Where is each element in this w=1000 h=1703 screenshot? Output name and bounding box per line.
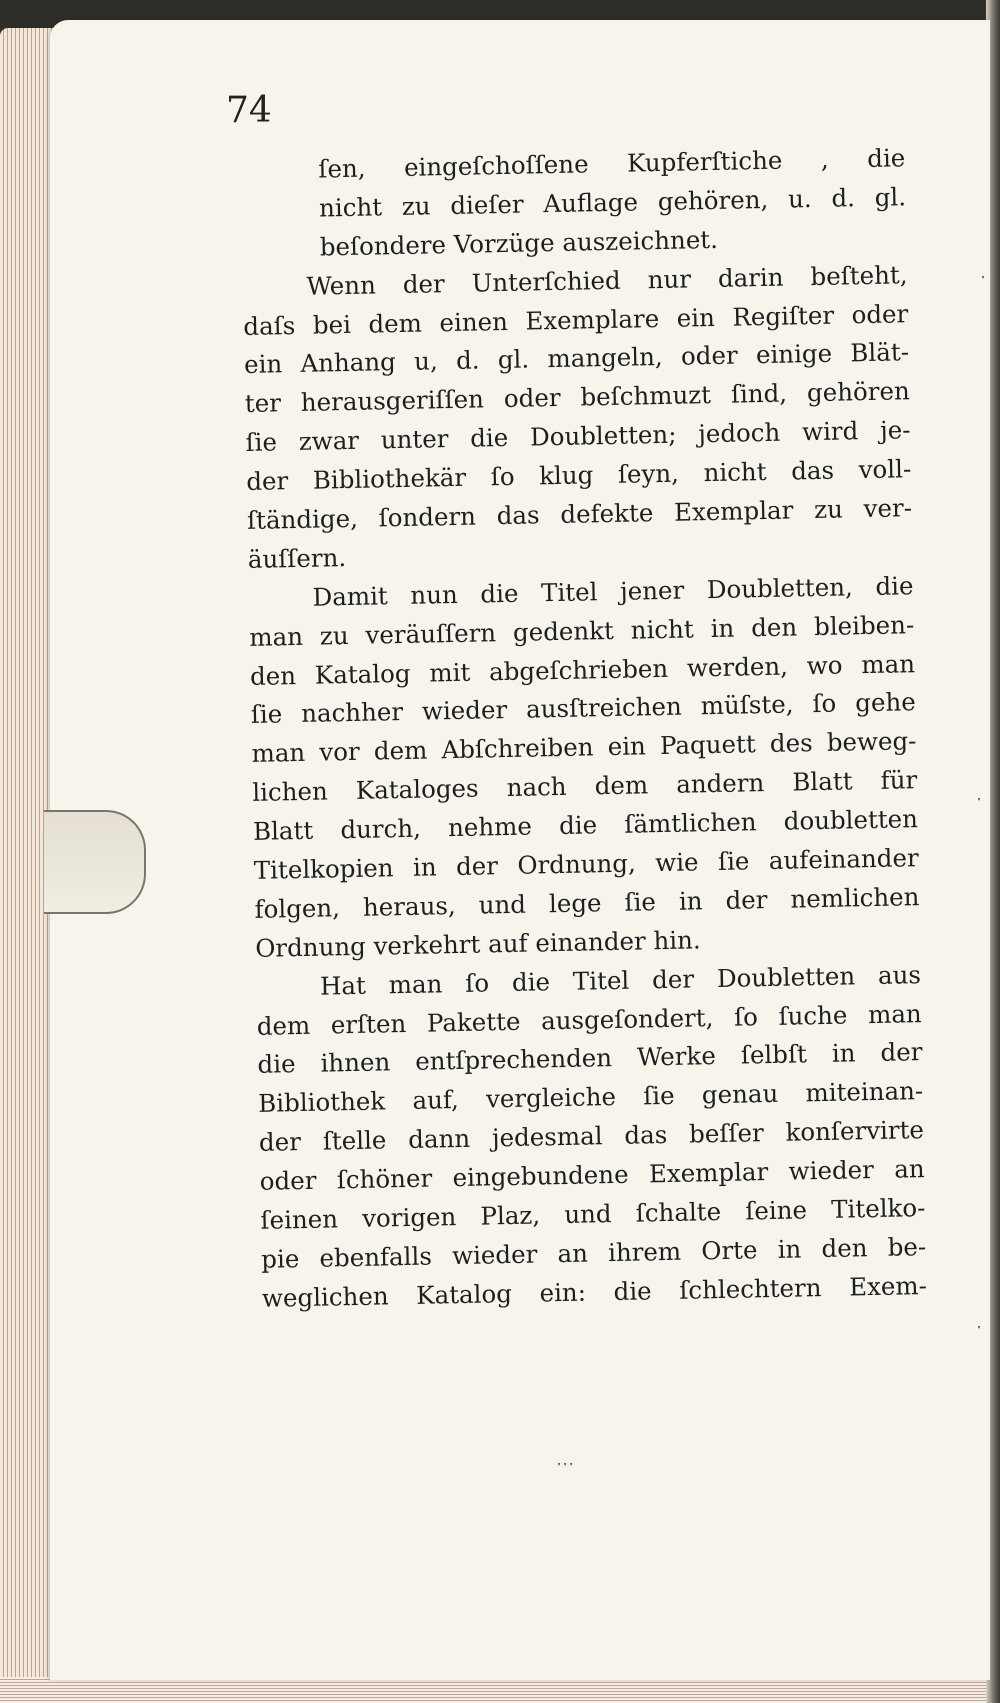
text-line: Wenn der Unterſchied nur darin beſteht, (306, 259, 908, 301)
text-line: daſs bei dem einen Exemplare ein Regiſter oder (243, 298, 909, 341)
text-line: Blatt durch, nehme die ſämtlichen doubletten (252, 804, 919, 847)
margin-speck: ˑ (980, 268, 987, 289)
text-line: der Bibliothekär ſo klug ſeyn, nicht das voll- (246, 454, 912, 497)
text-line: ſen, eingeſchoſſene Kupferſtiche , die (318, 143, 906, 184)
text-line: die ihnen entſprechenden Werke ſelbſt in der (257, 1037, 923, 1080)
text-line: man vor dem Abſchreiben ein Paquett des beweg- (251, 726, 917, 769)
text-line: ſie nachher wieder ausſtreichen müſste, ſo gehe (250, 687, 916, 730)
text-line: ſie zwar unter die Doubletten; jedoch wird je- (245, 415, 911, 458)
text-line: Ordnung verkehrt auf einander hin. (255, 925, 701, 963)
text-line: ſeinen vorigen Plaz, und ſchalte ſeine Titelko- (260, 1193, 926, 1235)
text-line: der ſtelle dann jedesmal das beſſer konſervirte (258, 1115, 925, 1158)
text-line: Titelkopien in der Ordnung, wie ſie aufeinander (253, 843, 919, 885)
text-line: Bibliothek auf, vergleiche ſie genau miteinan- (257, 1076, 924, 1119)
text-line: lichen Kataloges nach dem andern Blatt für (252, 765, 918, 808)
page-number: 74 (226, 90, 272, 131)
margin-speck: ˑ (976, 790, 983, 811)
text-line: ein Anhang u, d. gl. mangeln, oder einige Blät- (243, 337, 910, 380)
text-line: weglichen Katalog ein: die ſchlechtern Exem- (261, 1270, 928, 1313)
text-line: ſtändige, ſondern das defekte Exemplar zu ver- (246, 493, 913, 535)
text-line: folgen, heraus, und lege ſie in der nemlichen (254, 882, 920, 924)
page-tab-marker (44, 810, 146, 914)
text-line: Damit nun die Titel jener Doubletten, die (312, 570, 914, 612)
text-line: ter herausgeriſſen oder beſchmuzt ſind, gehören (244, 376, 910, 419)
text-line: oder ſchöner eingebundene Exemplar wieder an (259, 1154, 925, 1196)
text-line: den Katalog mit abgeſchrieben werden, wo man (249, 648, 916, 691)
text-line: beſondere Vorzüge auszeichnet. (319, 224, 719, 262)
margin-speck: ˑ (976, 1318, 983, 1339)
text-line: dem erſten Pakette ausgeſondert, ſo ſuche man (256, 998, 922, 1041)
page-stack-bottom-edge (0, 1677, 1000, 1703)
text-line: man zu veräuſſern gedenkt nicht in den bleiben- (249, 609, 915, 652)
margin-speck: ˑˑˑ (556, 1455, 575, 1476)
body-text (240, 139, 927, 1318)
text-line: äuſſern. (247, 542, 347, 574)
text-line: Hat man ſo die Titel der Doubletten aus (319, 959, 922, 1001)
text-line: pie ebenfalls wieder an ihrem Orte in den be- (260, 1231, 927, 1274)
text-line: nicht zu dieſer Auflage gehören, u. d. gl. (318, 182, 907, 223)
